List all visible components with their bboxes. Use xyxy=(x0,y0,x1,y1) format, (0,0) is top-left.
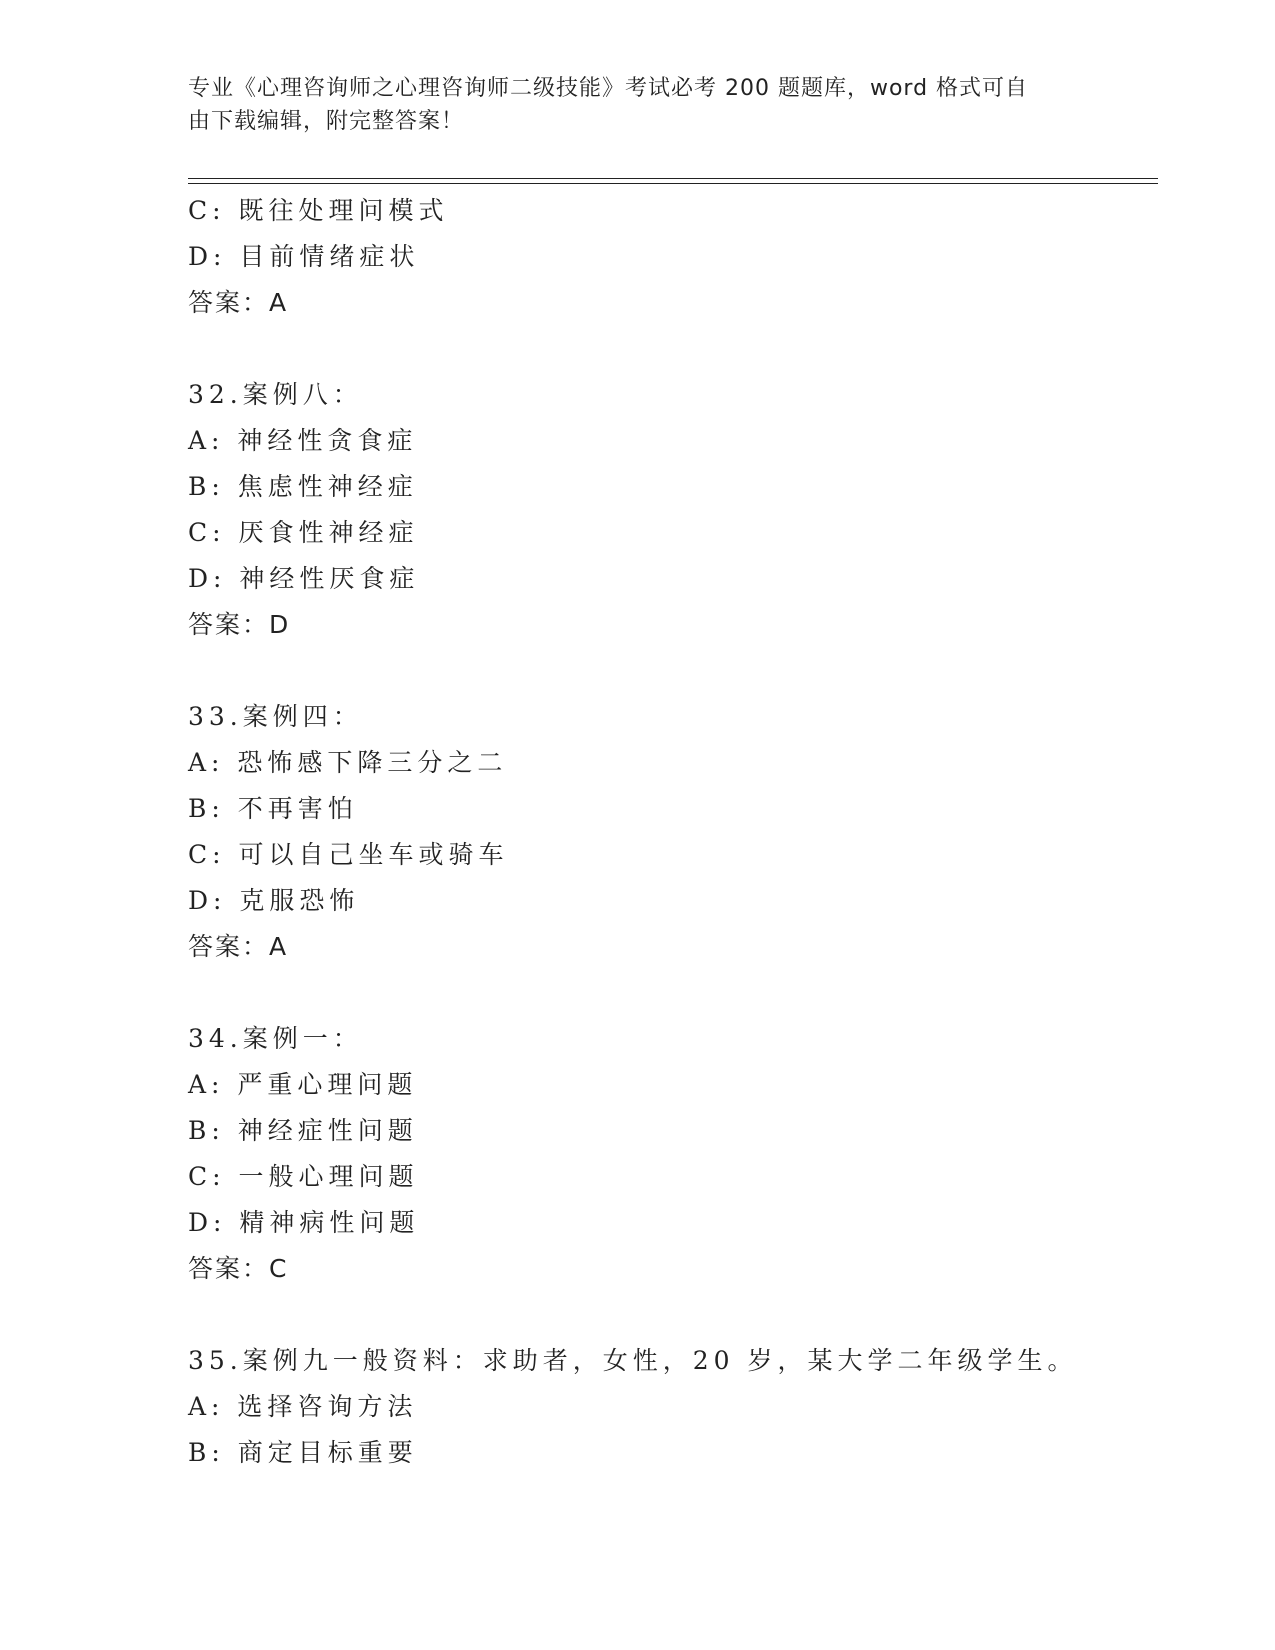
question-stem: 35.案例九一般资料：求助者，女性，20 岁，某大学二年级学生。 xyxy=(188,1346,1078,1375)
question-block-35 xyxy=(188,1338,1148,1476)
question-block-33 xyxy=(188,694,1148,970)
header-rule-top xyxy=(188,178,1158,179)
question-block-prev xyxy=(188,188,1148,326)
option-d: D: 神经性厌食症 xyxy=(188,564,420,593)
question-stem: 32.案例八： xyxy=(188,380,363,409)
question-list xyxy=(188,188,1148,1476)
question-stem: 34.案例一： xyxy=(188,1024,363,1053)
option-d: D: 精神病性问题 xyxy=(188,1208,420,1237)
spacer xyxy=(188,326,1148,372)
question-stem: 33.案例四： xyxy=(188,702,363,731)
option-b: B: 焦虑性神经症 xyxy=(188,472,418,501)
option-c: C: 既往处理问模式 xyxy=(188,196,449,225)
option-b: B: 不再害怕 xyxy=(188,794,358,823)
header-line-1: 专业《心理咨询师之心理咨询师二级技能》考试必考 200 题题库，word 格式可自 xyxy=(188,76,1029,101)
option-a: A: 神经性贪食症 xyxy=(188,426,418,455)
option-b: B: 商定目标重要 xyxy=(188,1438,418,1467)
question-block-32 xyxy=(188,372,1148,648)
answer-line: 答案：C xyxy=(188,1254,289,1283)
option-b: B: 神经症性问题 xyxy=(188,1116,418,1145)
header-line-2: 由下载编辑，附完整答案！ xyxy=(188,109,465,134)
spacer xyxy=(188,970,1148,1016)
answer-line: 答案：A xyxy=(188,288,289,317)
option-d: D: 目前情绪症状 xyxy=(188,242,420,271)
document-header xyxy=(188,72,1068,138)
answer-line: 答案：A xyxy=(188,932,289,961)
question-block-34 xyxy=(188,1016,1148,1292)
spacer xyxy=(188,648,1148,694)
option-a: A: 选择咨询方法 xyxy=(188,1392,418,1421)
option-c: C: 厌食性神经症 xyxy=(188,518,419,547)
answer-line: 答案：D xyxy=(188,610,291,639)
option-a: A: 严重心理问题 xyxy=(188,1070,418,1099)
option-c: C: 一般心理问题 xyxy=(188,1162,419,1191)
option-d: D: 克服恐怖 xyxy=(188,886,360,915)
header-rule-bottom xyxy=(188,183,1158,184)
option-a: A: 恐怖感下降三分之二 xyxy=(188,748,508,777)
option-c: C: 可以自己坐车或骑车 xyxy=(188,840,509,869)
spacer xyxy=(188,1292,1148,1338)
